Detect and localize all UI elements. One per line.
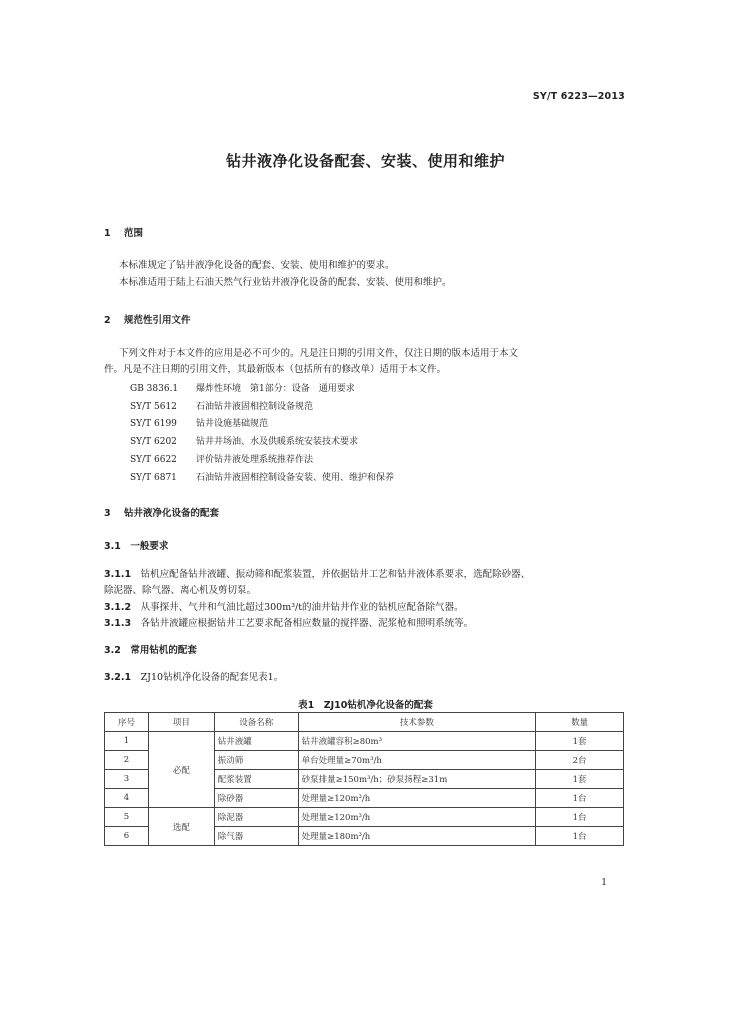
reference-code: SY/T 6202 xyxy=(130,437,177,447)
clause-3-1-2 xyxy=(104,599,464,613)
clause-text: 钻机应配备钻井液罐、振动筛和配浆装置，并依据钻井工艺和钻井液体系要求，选配除砂器、 xyxy=(140,569,531,580)
clause-number: 3.1.3 xyxy=(104,618,132,629)
section-title: 范围 xyxy=(124,228,144,239)
standard-code: SY/T 6223—2013 xyxy=(532,91,625,102)
page-number: 1 xyxy=(601,878,607,888)
reference-item xyxy=(130,434,358,447)
reference-item xyxy=(130,452,313,465)
section-title: 规范性引用文件 xyxy=(124,315,191,326)
cell-name: 除泥器 xyxy=(214,808,298,827)
reference-item xyxy=(130,381,355,394)
paragraph: 本标准规定了钻井液净化设备的配套、安装、使用和维护的要求。 xyxy=(119,260,395,271)
section-1-heading xyxy=(104,225,143,239)
cell-group: 必配 xyxy=(148,732,214,808)
cell-param: 砂泵排量≥150m³/h；砂泵扬程≥31m xyxy=(298,770,536,789)
section-number: 3.1 xyxy=(104,541,121,552)
subsection-3-2-heading xyxy=(104,642,197,656)
cell-qty: 1套 xyxy=(536,732,624,751)
reference-title: 钻井井场油、水及供暖系统安装技术要求 xyxy=(196,437,359,447)
clause-3-1-1-continuation: 除泥器、除气器、离心机及剪切泵。 xyxy=(104,585,257,596)
section-number: 3 xyxy=(104,508,111,519)
cell-no: 3 xyxy=(105,770,149,789)
reference-code: SY/T 6622 xyxy=(130,455,177,465)
cell-param: 单台处理量≥70m³/h xyxy=(298,751,536,770)
column-header: 序号 xyxy=(105,713,149,732)
section-number: 3.2 xyxy=(104,645,121,656)
section-2-heading xyxy=(104,312,191,326)
section-number: 1 xyxy=(104,228,111,239)
subsection-3-1-heading xyxy=(104,538,168,552)
clause-text: ZJ10钻机净化设备的配套见表1。 xyxy=(140,672,284,683)
column-header: 技术参数 xyxy=(298,713,536,732)
table-row xyxy=(105,732,624,751)
cell-name: 振动筛 xyxy=(214,751,298,770)
cell-name: 除气器 xyxy=(214,827,298,846)
clause-number: 3.1.1 xyxy=(104,569,132,580)
clause-text: 各钻井液罐应根据钻井工艺要求配备相应数量的搅拌器、泥浆枪和照明系统等。 xyxy=(140,618,474,629)
reference-code: GB 3836.1 xyxy=(130,384,179,394)
cell-no: 5 xyxy=(105,808,149,827)
section-number: 2 xyxy=(104,315,111,326)
document-title: 钻井液净化设备配套、安装、使用和维护 xyxy=(225,152,505,170)
clause-3-2-1 xyxy=(104,669,283,683)
reference-code: SY/T 6199 xyxy=(130,419,177,429)
reference-title: 钻井设施基础规范 xyxy=(196,419,269,429)
section-title: 钻井液净化设备的配套 xyxy=(124,508,220,519)
equipment-table xyxy=(104,712,624,846)
reference-title: 爆炸性环境 第1部分：设备 通用要求 xyxy=(196,384,355,394)
cell-qty: 1套 xyxy=(536,770,624,789)
column-header: 设备名称 xyxy=(214,713,298,732)
column-header: 项目 xyxy=(148,713,214,732)
table-row xyxy=(105,808,624,827)
cell-name: 钻井液罐 xyxy=(214,732,298,751)
cell-no: 1 xyxy=(105,732,149,751)
cell-param: 钻井液罐容积≥80m³ xyxy=(298,732,536,751)
section-title: 一般要求 xyxy=(130,541,169,552)
paragraph: 件。凡是不注日期的引用文件，其最新版本（包括所有的修改单）适用于本文件。 xyxy=(104,364,447,375)
paragraph: 下列文件对于本文件的应用是必不可少的。凡是注日期的引用文件，仅注日期的版本适用于本文 xyxy=(119,348,519,359)
table-title: 表1 ZJ10钻机净化设备的配套 xyxy=(298,700,433,711)
section-3-heading xyxy=(104,505,219,519)
reference-title: 石油钻井液固相控制设备规范 xyxy=(196,402,314,412)
table-header-row xyxy=(105,713,624,732)
cell-no: 4 xyxy=(105,789,149,808)
cell-no: 6 xyxy=(105,827,149,846)
cell-qty: 1台 xyxy=(536,789,624,808)
cell-qty: 1台 xyxy=(536,808,624,827)
column-header: 数量 xyxy=(536,713,624,732)
reference-code: SY/T 6871 xyxy=(130,473,177,483)
clause-number: 3.1.2 xyxy=(104,602,132,613)
clause-3-1-3 xyxy=(104,615,473,629)
cell-no: 2 xyxy=(105,751,149,770)
cell-name: 除砂器 xyxy=(214,789,298,808)
reference-code: SY/T 5612 xyxy=(130,402,177,412)
reference-title: 评价钻井液处理系统推荐作法 xyxy=(196,455,314,465)
clause-number: 3.2.1 xyxy=(104,672,132,683)
reference-title: 石油钻井液固相控制设备安装、使用、维护和保养 xyxy=(196,473,395,483)
clause-3-1-1 xyxy=(104,566,530,580)
cell-param: 处理量≥120m³/h xyxy=(298,808,536,827)
cell-qty: 1台 xyxy=(536,827,624,846)
reference-item xyxy=(130,416,268,429)
cell-param: 处理量≥180m³/h xyxy=(298,827,536,846)
cell-qty: 2台 xyxy=(536,751,624,770)
cell-param: 处理量≥120m³/h xyxy=(298,789,536,808)
reference-item xyxy=(130,399,313,412)
cell-name: 配浆装置 xyxy=(214,770,298,789)
paragraph: 本标准适用于陆上石油天然气行业钻井液净化设备的配套、安装、使用和维护。 xyxy=(119,277,452,288)
reference-item xyxy=(130,470,394,483)
clause-text: 从事探井、气井和气油比超过300m³/t的油井钻井作业的钻机应配备除气器。 xyxy=(140,602,464,613)
cell-group: 选配 xyxy=(148,808,214,846)
section-title: 常用钻机的配套 xyxy=(130,645,197,656)
